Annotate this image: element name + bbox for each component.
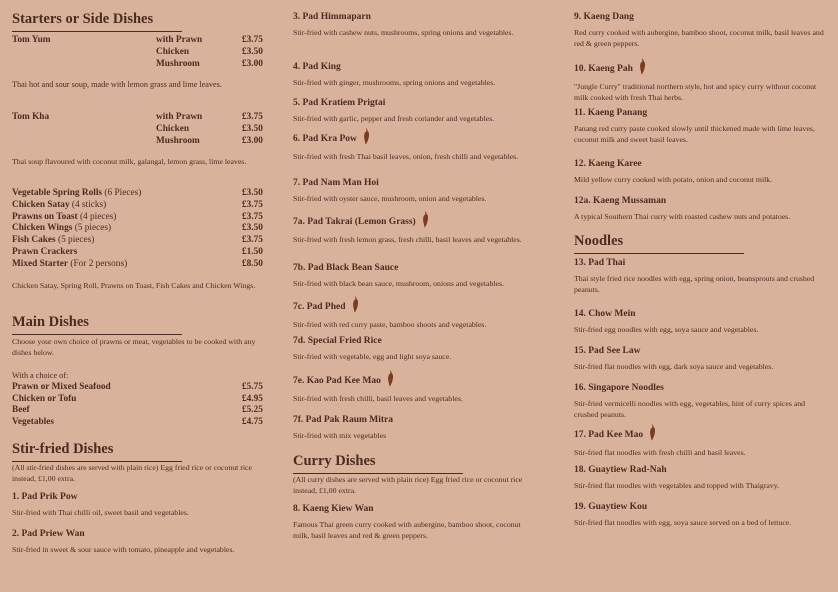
menu-row [12,124,272,136]
list-item [12,235,272,247]
menu-item [574,424,828,458]
item-desc: Stir-fried flat noodles with egg, dark soya sauce and vegetables. [574,362,774,371]
price: £3.50 [242,46,263,57]
item-desc: Stir-fried egg noodles with egg, soya sauce and vegetables. [574,325,759,334]
price: £5.25 [242,405,263,415]
dish-name: Vegetable Spring Rolls [12,188,103,198]
item-title: 7. Pad Nam Man Hoi [293,178,379,188]
curry-title: Curry Dishes [293,453,463,474]
noodles-title: Noodles [574,233,744,254]
variant: Chicken [156,46,190,57]
price: £3.50 [242,123,263,134]
item-desc: Red curry cooked with aubergine, bamboo shoot, coconut milk, basil leaves and red & green peppers. [574,28,824,49]
stirfried-note: (All stir-fried dishes are served with plain rice) Egg fried rice or coconut rice instead, £1,00 extra. [12,463,252,484]
item-desc: Stir-fried with mix vegetables [293,431,387,440]
starter-list [12,188,272,271]
price: £3.75 [242,211,263,222]
choice-label: With a choice of: [12,371,69,380]
item-desc: "Jungle Curry" traditional northern style, hot and spicy curry without coconut milk cooked with fresh Thai herbs. [574,82,817,103]
price: £3.75 [242,235,263,246]
item-desc: Stir-fried in sweet & sour sauce with tomato, pineapple and vegetables. [12,545,235,554]
item-desc: Stir-fried with vegetable, egg and light soya sauce. [293,352,452,361]
dish-note: (4 pieces) [77,211,117,222]
item-title [293,128,533,148]
item-desc: Stir-fried flat noodles with fresh chilli and basil leaves. [574,448,746,457]
menu-item [574,383,828,421]
menu-row [12,112,272,124]
item-desc: Thai style fried rice noodles with egg, spring onion, beansprouts and crushed peanuts. [574,274,815,295]
item-title [293,370,555,390]
item-title [574,58,828,78]
price: £3.75 [242,112,263,122]
item-title-text: 6. Pad Kra Pow [293,134,357,144]
menu-item [574,309,828,335]
menu-item [293,336,555,362]
item-title-text: 7e. Kao Pad Kee Mao [293,376,381,386]
dish-name: Chicken Satay [12,199,70,210]
item-desc: Stir-fried with oyster sauce, mushroom, onion and vegetables. [293,194,487,203]
list-item [12,223,272,235]
item-desc: A typical Southern Thai curry with roasted cashew nuts and potatoes. [574,212,791,221]
chilli-icon [649,424,656,444]
price: £5.75 [242,382,263,392]
item-desc: Stir-fried with fresh lemon grass, fresh chilli, basil leaves and vegetables. [293,235,522,244]
dish-note: (5 pieces) [72,223,112,234]
item-title: 19. Guaytiew Kou [574,502,648,512]
chilli-icon [422,211,429,231]
price: £1.50 [242,246,263,257]
menu-item [12,529,237,555]
tom-kha-desc: Thai soup flavoured with coconut milk, galangal, lemon grass, lime leaves. [12,157,247,166]
price: £4.75 [242,416,263,427]
menu-item [293,178,555,204]
choice-list [12,382,272,428]
dish-name: Chicken Wings [12,223,73,234]
item-title [293,296,555,316]
choice-name: Beef [12,405,30,415]
choice-name: Chicken or Tofu [12,393,77,404]
menu-item [574,465,828,491]
list-item [12,382,272,394]
price: £3.00 [242,58,263,69]
menu-item [293,211,533,245]
dish-note: (6 Pieces) [102,188,142,198]
menu-item [574,346,828,372]
tom-yum-desc: Thai hot and sour soup, made with lemon grass and lime leaves. [12,80,222,89]
menu-item [574,159,828,185]
item-title: 14. Chow Mein [574,309,636,319]
menu-item [574,108,828,146]
menu-row [12,47,272,59]
dish-note: (5 pieces) [55,235,95,246]
chilli-icon [639,58,646,78]
price: £3.75 [242,35,263,45]
item-title: 2. Pad Priew Wan [12,529,85,539]
item-title: 7f. Pad Pak Raum Mitra [293,415,394,425]
list-item [12,394,272,406]
list-item [12,417,272,429]
main-dishes-title: Main Dishes [12,314,182,335]
item-title: 12. Kaeng Karee [574,159,642,169]
starters-title: Starters or Side Dishes [12,11,182,32]
variant: with Prawn [156,35,203,45]
list-item [12,247,272,259]
item-title-text: 7a. Pad Takrai (Lemon Grass) [293,217,416,227]
mixed-starter-desc: Chicken Satay, Spring Roll, Prawns on Toast, Fish Cakes and Chicken Wings. [12,281,256,290]
price: £3.50 [242,223,263,234]
menu-item [574,58,828,104]
dish-name: Tom Yum [12,35,51,45]
menu-item [293,12,523,38]
list-item [12,212,272,224]
item-title [293,211,533,231]
item-desc: Stir-fried with cashew nuts, mushrooms, spring onions and vegetables. [293,28,514,37]
choice-name: Prawn or Mixed Seafood [12,382,111,392]
dish-name: Prawn Crackers [12,246,78,257]
item-desc: Stir-fried with fresh chilli, basil leaves and vegetables. [293,394,463,403]
item-title: 8. Kaeng Kiew Wan [293,504,374,514]
item-desc: Stir-fried with Thai chilli oil, sweet basil and vegetables. [12,508,189,517]
tom-yum-block [12,35,272,70]
item-desc: Stir-fried flat noodles with egg, soya sauce served on a bed of lettuce. [574,518,792,527]
chilli-icon [363,128,370,148]
dish-name: Prawns on Toast [12,211,78,222]
item-title: 18. Guaytiew Rad-Nah [574,465,667,475]
price: £3.50 [242,188,263,198]
item-title: 15. Pad See Law [574,346,641,356]
item-title: 7b. Pad Black Bean Sauce [293,263,399,273]
item-title [574,424,828,444]
menu-item [574,258,824,296]
menu-item [293,62,555,88]
item-title-text: 7c. Pad Phed [293,302,346,312]
main-intro: Choose your own choice of prawns or meat, vegetables to be cooked with any dishes below. [12,337,256,358]
list-item [12,259,272,271]
item-title: 9. Kaeng Dang [574,12,634,22]
price: £8.50 [242,258,263,269]
dish-name: Fish Cakes [12,235,56,246]
dish-note: (For 2 persons) [68,258,128,269]
menu-item [12,492,262,518]
menu-item [574,502,830,528]
item-desc: Stir-fried with black bean sauce, mushroom, onions and vegetables. [293,279,504,288]
item-title: 12a. Kaeng Mussaman [574,196,667,206]
variant: Mushroom [156,135,200,146]
variant: Chicken [156,123,190,134]
tom-kha-block [12,112,272,147]
list-item [12,188,272,200]
menu-row [12,59,272,71]
item-title-text: 17. Pad Kee Mao [574,430,644,440]
menu-item [293,263,555,289]
dish-note: (4 sticks) [69,199,107,210]
dish-name: Tom Kha [12,112,50,122]
item-title: 1. Pad Prik Pow [12,492,78,502]
item-title: 3. Pad Himmaparn [293,12,371,22]
dish-name: Mixed Starter [12,258,69,269]
item-desc: Stir-fried flat noodles with vegetables and topped with Thaigravy. [574,481,780,490]
item-title: 7d. Special Fried Rice [293,336,382,346]
menu-row [12,136,272,148]
item-title: 5. Pad Kratiem Prigtai [293,98,386,108]
menu-item [293,504,533,542]
menu-item [293,415,555,441]
menu-item [574,12,824,50]
item-title: 13. Pad Thai [574,258,626,268]
list-item [12,200,272,212]
chilli-icon [352,296,359,316]
item-desc: Stir-fried with fresh Thai basil leaves, onion, fresh chilli and vegetables. [293,152,519,161]
price: £3.75 [242,199,263,210]
item-title: 16. Singapore Noodles [574,383,664,393]
item-desc: Stir-fried with red curry paste, bamboo shoots and vegetables. [293,320,487,329]
menu-item [293,128,533,162]
stirfried-title: Stir-fried Dishes [12,441,182,462]
item-title-text: 10. Kaeng Pah [574,64,633,74]
menu-item [293,98,555,124]
menu-row [12,35,272,47]
item-desc: Famous Thai green curry cooked with aubergine, bamboo shoot, coconut milk, basil leaves and red & green peppers. [293,520,521,541]
menu-item [293,370,555,404]
chilli-icon [387,370,394,390]
item-desc: Panang red curry paste cooked slowly until thickened made with lime leaves, coconut milk and sweet basil leaves. [574,124,815,145]
item-desc: Stir-fried with ginger, mushrooms, spring onions and vegetables. [293,78,496,87]
item-desc: Mild yellow curry cooked with potato, onion and coconut milk. [574,175,773,184]
price: £3.00 [242,135,263,146]
menu-item [293,296,555,330]
curry-note: (All curry dishes are served with plain rice) Egg fried rice or coconut rice instead, £1,00 extra. [293,475,523,496]
price: £4.95 [242,393,263,404]
variant: with Prawn [156,112,203,122]
item-desc: Stir-fried vermicelli noodles with egg, vegetables, hint of curry spices and crushed peanuts. [574,399,806,420]
item-desc: Stir-fried with garlic, pepper and fresh coriander and vegetables. [293,114,495,123]
item-title: 11. Kaeng Panang [574,108,648,118]
choice-name: Vegetables [12,416,55,427]
list-item [12,405,272,417]
item-title: 4. Pad King [293,62,341,72]
variant: Mushroom [156,58,200,69]
menu-item [574,196,828,222]
